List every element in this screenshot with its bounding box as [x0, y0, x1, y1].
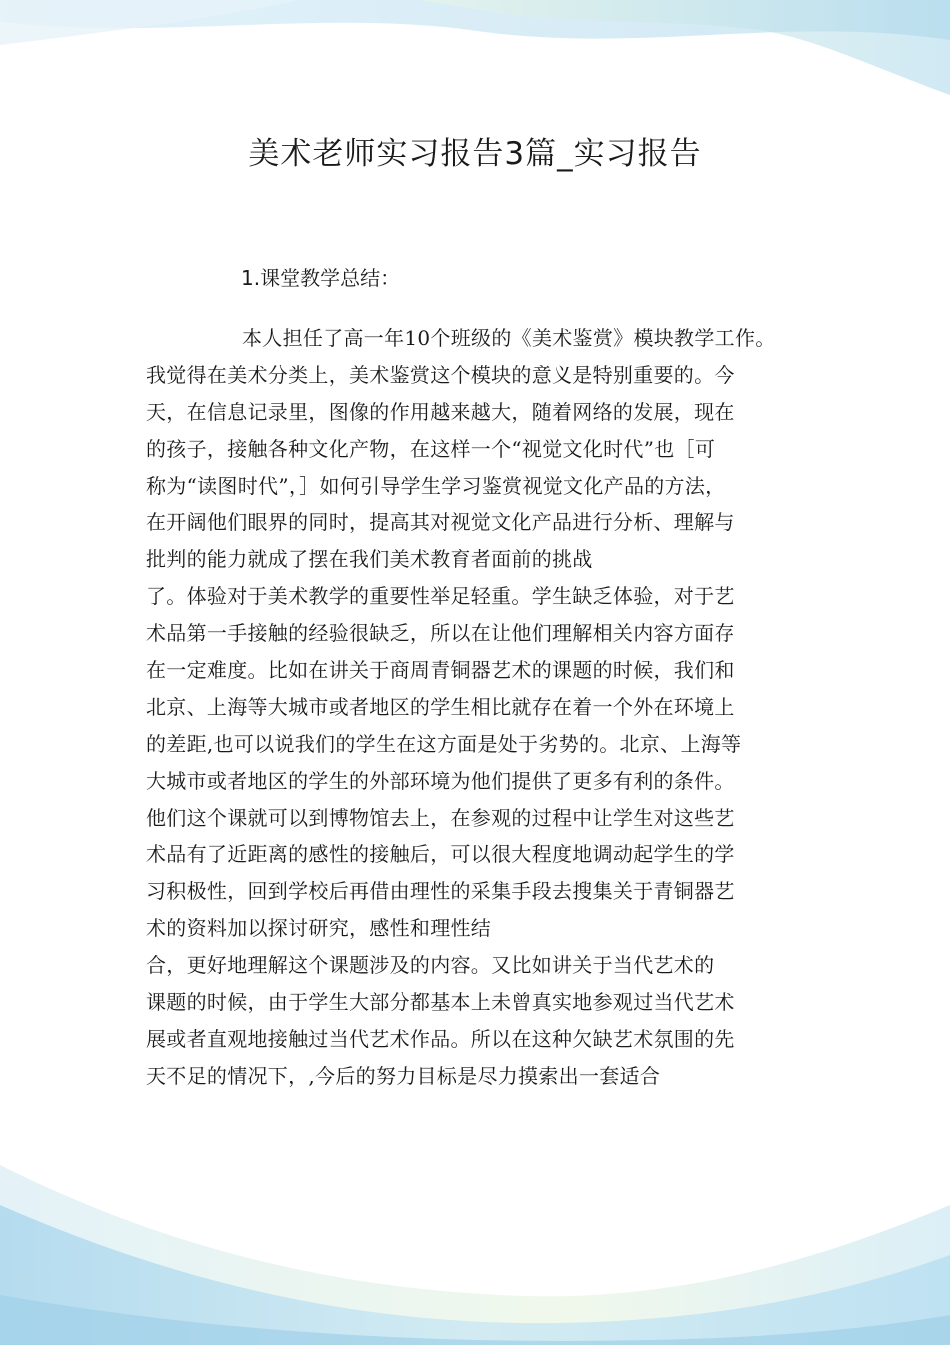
top-wave-decoration [0, 0, 950, 130]
text-line: 的差距,也可以说我们的学生在这方面是处于劣势的。北京、上海等 [146, 731, 742, 756]
text-line: 习积极性，回到学校后再借由理性的采集手段去搜集关于青铜器艺 [146, 879, 735, 904]
text-line: 北京、上海等大城市或者地区的学生相比就存在着一个外在环境上 [146, 694, 735, 719]
text-line: 在一定难度。比如在讲关于商周青铜器艺术的课题的时候，我们和 [146, 658, 735, 683]
text-line: 天，在信息记录里，图像的作用越来越大，随着网络的发展，现在 [146, 399, 735, 424]
text-line: 他们这个课就可以到博物馆去上，在参观的过程中让学生对这些艺 [146, 805, 735, 830]
text-line: 课题的时候，由于学生大部分都基本上未曾真实地参观过当代艺术 [146, 990, 735, 1015]
text-line: 我觉得在美术分类上，美术鉴赏这个模块的意义是特别重要的。今 [146, 362, 735, 387]
text-line: 大城市或者地区的学生的外部环境为他们提供了更多有利的条件。 [146, 768, 735, 793]
text-line: 批判的能力就成了摆在我们美术教育者面前的挑战 [146, 547, 593, 572]
text-line: 天不足的情况下，,今后的努力目标是尽力摸索出一套适合 [146, 1063, 661, 1088]
text-line: 本人担任了高一年10个班级的《美术鉴赏》模块教学工作。 [242, 326, 776, 350]
text-line: 称为“读图时代”，］如何引导学生学习鉴赏视觉文化产品的方法， [146, 473, 726, 498]
page-title: 美术老师实习报告3篇_实习报告 [248, 136, 702, 172]
text-line: 术品有了近距离的感性的接触后，可以很大程度地调动起学生的学 [146, 842, 735, 867]
text-line: 在开阔他们眼界的同时，提高其对视觉文化产品进行分析、理解与 [146, 510, 735, 535]
text-line: 术的资料加以探讨研究，感性和理性结 [146, 916, 492, 941]
text-line: 展或者直观地接触过当代艺术作品。所以在这种欠缺艺术氛围的先 [146, 1026, 735, 1051]
text-line: 术品第一手接触的经验很缺乏，所以在让他们理解相关内容方面存 [146, 621, 735, 646]
text-line: 了。体验对于美术教学的重要性举足轻重。学生缺乏体验，对于艺 [146, 584, 735, 609]
section-heading: 1.课堂教学总结： [241, 266, 401, 290]
text-line: 的孩子，接触各种文化产物，在这样一个“视觉文化时代”也［可 [146, 436, 716, 461]
text-line: 合，更好地理解这个课题涉及的内容。又比如讲关于当代艺术的 [146, 953, 715, 978]
bottom-wave-decoration [0, 1145, 950, 1345]
report-body [146, 320, 846, 1095]
